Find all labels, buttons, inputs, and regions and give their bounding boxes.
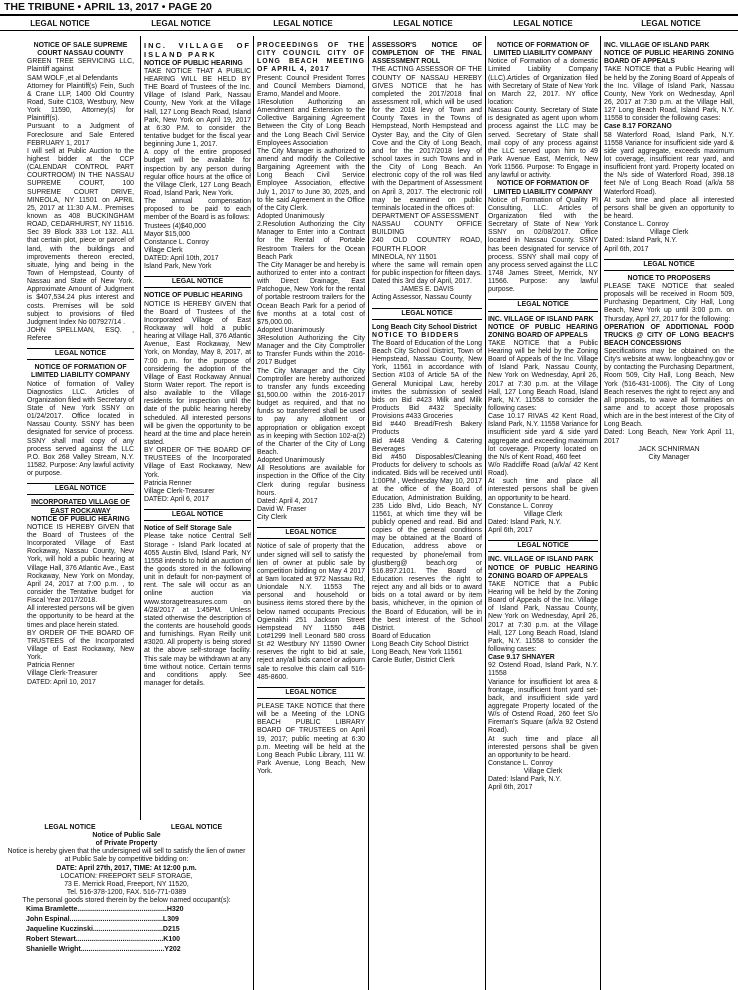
notice-signature: Village Clerk-Treasurer [144,487,215,495]
notice-subtitle: NOTICE OF PUBLIC HEARING ZONING BOARD OF APPEALS [604,50,734,66]
notice-case: Case 8.17 FORZANO [604,123,672,131]
legal-notice-label: LEGAL NOTICE [144,509,251,521]
occupant-row: Jaqueline Kuczinski....................................D215 [26,926,180,934]
notice-subtitle: OPERATION OF ADDITIONAL FOOD TRUCKS @ CITY OF LONG BEACH'S BEACH CONCESSIONS [604,323,734,347]
notice-text: 58 Waterford Road, Island Park, N.Y. 11558 Variance for insufficient side yard & side yard aggregate, exceeds maximum lot coverage, insufficient rear yard, and insufficient front yard. Property located on the N/s side of Waterford Road, 398.18 feet N/e of Long Beach Road (a/k/a 58 Waterford Road). [604,131,734,196]
public-sale-date: DATE: April 27th, 2017, TIME: At 12:00 p.m. [56,864,197,872]
notice-signature: Constance L. Conroy [604,221,669,229]
notice-subtitle: NOTICE TO BIDDERS [372,331,460,339]
notice-signature: City Manager [648,453,690,461]
legal-notice-label: LEGAL NOTICE [27,348,134,360]
notice-text: TAKE NOTICE that a Public Hearing will be held by the Zoning Board of Appeals of the Inc. Village of Island Park, Nassau County, New York on Wednesday, April 26, 2017 at 7:30 p.m. at the Village Hall, 127 Long Beach Road, Island Park, N.Y. 11558 to consider the following cases: [488,580,598,653]
notice-text: Attorney for Plaintiff(s) Fein, Such & Crane LLP, 1400 Old Country Road, Suite C103, Westbury, New York 11590, Attorney(s) for Plaintiff(s). [27,82,134,123]
legal-notice-label: LEGAL NOTICE [170,824,223,831]
header-label: LEGAL NOTICE [513,19,573,28]
public-sale-block [0,824,253,990]
notice-subtitle: NOTICE OF PUBLIC HEARING [144,59,243,67]
notice-text: Pursuant to a Judgment of Foreclosure and Sale Entered FEBRUARY 1, 2017 [27,123,134,147]
column-3 [257,42,365,990]
notice-text: The City Manager be and hereby is authorized to enter into a contract with Direct Drainage, East Patchogue, New York for the rental of portable restroom trailers for the Ocean Beach Park for a period of five months at a total cost of $75,000.00. [257,261,365,326]
legal-notice-label: LEGAL NOTICE [44,824,96,831]
notice-text: A copy of the entire proposed budget will be available for inspection by any person during regular office hours at the office of the Village Clerk, 127 Long Beach Road, Island Park, New York. [144,149,251,197]
public-sale-title: of Private Property [95,840,158,848]
notice-date: April 6th, 2017 [604,245,649,253]
legal-notice-label: LEGAL NOTICE [257,527,365,539]
notice-signature: Village Clerk [523,510,563,518]
notice-signature: Acting Assessor, Nassau County [372,294,472,302]
notice-date: Dated: April 4, 2017 [257,497,318,505]
notice-text: At such time and place all interested persons shall be given an opportunity to be heard. [488,478,598,502]
column-rule [368,36,369,990]
notice-signature: JACK SCHNIRMAN [638,445,700,453]
notice-text: NOTICE IS HEREBY GIVEN that the Board of Trustees of the Incorporated Village of East Rockaway, Nassau County, New York, will hold a public hearing at Village Hall, 376 Atlantic Ave., East Rockaway, New York on Monday, April 24, 2017 at 7:00 p.m. , to consider the Tentative budget for Fiscal Year 2017/2018. [27,523,134,605]
notice-text: Bid #448 Vending & Catering Beverages [372,437,482,453]
notice-subtitle: NOTICE OF PUBLIC HEARING ZONING BOARD OF APPEALS [488,323,598,339]
notice-text: 3Resolution Authorizing the City Manager and the City Comptroller to Transfer Funds within the 2016-2017 Budget [257,335,365,367]
notice-signature: David W. Fraser [257,506,307,514]
notice-text: Adopted Unanimously [257,326,325,334]
notice-text: 240 OLD COUNTRY ROAD, FOURTH FLOOR [372,237,482,253]
notice-signature: Village Clerk [523,768,563,776]
notice-text: Specifications may be obtained on the City's website at www. longbeachny.gov or by contacting the Purchasing Department, Room 509, City Hall, Long Beach, New York (516-431-1006). The City of Long Beach reserves the right to reject any and all proposals, to waive all formalities on same and to accept those proposals which are in the best interest of the City of Long Beach. [604,348,734,429]
notice-text: BY ORDER OF THE BOARD OF TRUSTEES of the Incorporated Village of East Rockaway, New York. [144,447,251,479]
notice-signature: Village Clerk [144,246,183,254]
notice-text: Bid #440 Bread/Fresh Bakery Products [372,421,482,437]
notice-signature: Board of Education [372,632,431,640]
notice-title: NOTICE TO PROPOSERS [627,274,711,282]
public-sale-labels [0,824,253,836]
public-sale-intro: Notice is hereby given that the undersigned will sell to satisfy the lien of owner at Public Sale by competitive bidding on: [7,848,246,864]
notice-text: PLEASE TAKE NOTICE that sealed proposals will be received in Room 509, Purchasing Department, City Hall, Long Beach, New York up until 3:00 p.m. on Thursday, April 27, 2017 for the following: [604,282,734,323]
notice-title: NOTICE OF FORMATION OF LIMITED LIABILITY COMPANY [493,180,593,196]
column-5 [488,42,598,990]
notice-date: DATED: April 6, 2017 [144,496,209,503]
header-label: LEGAL NOTICE [393,19,453,28]
notice-date: Dated: Island Park, N.Y. [488,776,562,784]
notice-title: INC. VILLAGE OF ISLAND PARK [144,42,251,59]
notice-signature: JAMES E. DAVIS [400,286,454,294]
notice-text: Adopted Unanimously [257,457,325,465]
notice-title: INC. VILLAGE OF ISLAND PARK [488,556,594,564]
legal-notice-label: LEGAL NOTICE [144,276,251,288]
notice-title: INC. VILLAGE OF ISLAND PARK [488,315,594,323]
notice-text: Adopted Unanimously [257,212,325,220]
public-sale-phone: Tel. 516-378-1200, FAX. 516-771-0389 [66,888,187,896]
notice-date: Dated this 3rd day of April, 2017. [372,278,472,286]
notice-text: Bid #450 Disposables/Cleaning Products for delivery to schools as indicated. Bids will be received until 1:00PM , Wednesday May 10, 2017 at the office of the Board of Education, Administration Building, 235 Lido Blvd, Lido Beach, NY 11561, at which time they will be publicly opened and read. Bid and copies of the general conditions may be obtained at the Board of Education, address above or requested by phone/email from glustberg@ beach.org or 516.897.2101. The Board of Education reserves the right to reject any and all bids or to award bids on a total award or by item basis, whichever, in the opinion of the Board of Education, will be in the best interest of the School District. [372,453,482,632]
notice-date: April 6th, 2017 [488,784,533,792]
occupant-row: Robert Stewart.............................................K100 [26,936,181,944]
notice-date: DATED: April 10th, 2017 [144,255,219,263]
occupant-list [0,905,253,955]
notice-signature: JOHN SPELLMAN, ESQ. , Referee [27,326,134,343]
notice-signature: Constance L. Conroy [488,759,553,767]
notice-text: where the same will remain open for public inspection for fifteen days. [372,261,482,277]
notice-title: NOTICE OF PUBLIC HEARING [144,292,243,300]
notice-text: Nassau County. Secretary of State is designated as agent upon whom process against the LLC may be served. Secretary of State shall mail copy of any process against the LLC served upon him to 49 Park Avenue East, Merrick, New York 11566. Purpose: To Engage in any lawful or activity. [488,107,598,180]
header-label: LEGAL NOTICE [30,19,90,28]
notice-text: Case 10.17 RIVAS 42 Kent Road, Island Park, N.Y. 11558 Variance for insufficient side yard & side yard aggregate and exceeding maximum lot coverage. Property located on the N/s of Kent Road, 460 feet [488,413,598,461]
notice-text: Mayor $15,000 [144,230,190,238]
notice-case: Case 9.17 SHNAYER [488,654,555,662]
notice-text: Notice of sale of property that the under signed will sell to satisfy the lien of owner at public sale by competition bidding on May 4 2017 at 9am located at 972 Nassau Rd, Uniondale N.Y. 11553 The personal and household or business items stored there by the below named occupants Precious Ogienakhi 251 Jackson Street Hempstead NY 11550 #4B Lot#1299 Inell Leonard 580 cross St #2 Westbury NY 11590 Owner reserves the right to bid at sale, reject any/all bids cancel or adjourn sale to resolve this claim call 516-485-8600. [257,543,365,681]
legal-notice-label: LEGAL NOTICE [604,259,734,271]
notice-text: All interested persons will be given the opportunity to be heard at the times and place herein stated. [27,605,134,629]
notice-signature: Patricia Renner [27,662,75,670]
column-4 [372,42,482,990]
notice-text: PLEASE TAKE NOTICE that there will be a Meeting of the LONG BEACH PUBLIC LIBRARY BOARD OF TRUSTEES on April 19, 2017; public meeting at 6:30 p.m. Meeting will be held at the Long Beach Public Library, 111 W. Park Avenue, Long Beach, New York. [257,702,365,776]
notice-text: 1Resolution Authorizing an Amendment and Extension to the Collective Bargaining Agreement Between the City of Long Beach and the Long Beach Civil Service Employees Association [257,98,365,147]
header-label: LEGAL NOTICE [273,19,333,28]
notice-text: TAKE NOTICE that a Public Hearing will be held by the Zoning Board of Appeals of the Inc. Village of Island Park, Nassau County, New York on Wednesday, April 26, 2017 at 7:30 p.m. at the Village Hall, 127 Long Beach Road, Island Park, N.Y. 11558 to consider the following cases: [488,339,598,413]
notice-signature: Carole Butler, District Clerk [372,657,455,665]
notice-text: TAKE NOTICE THAT A PUBLIC HEARING WILL BE HELD BY THE Board of Trustees of the Inc. Village of Island Park, Nassau County, New York at the Village Hall, 127 Long Beach Road, Island Park, New York on April 19, 2017 at 6:30 P.M. to consider the tentative budget for the fiscal year beginning June 1, 2017. [144,67,251,149]
notice-title: ASSESSOR'S NOTICE OF COMPLETION OF THE FINAL ASSESSMENT ROLL [372,42,482,66]
legal-notice-label: LEGAL NOTICE [488,299,598,311]
notice-title: Notice of Self Storage Sale [144,525,232,533]
notice-text: At such time and place all interested persons shall be given an opportunity to be heard. [488,735,598,759]
column-rule [253,36,254,990]
notice-text: GREEN TREE SERVICING LLC, Plaintiff against [27,58,134,74]
notice-text: W/o Radcliffe Road (a/k/a/ 42 Kent Road). [488,462,598,478]
notice-text: The City Manager is authorized to amend and modify the Collective Bargaining Agreement with the Long Beach Civil Service Employee Association, effective July 1, 2017 to June 30, 2025, and to file said Agreement in the Office of the City Clerk. [257,147,365,212]
notice-text: MINEOLA, NY 11501 [372,253,437,261]
notice-text: At such time and place all interested persons shall be given an opportunity to be heard. [604,196,734,220]
notice-signature: City Clerk [257,514,287,522]
notice-signature: Long Beach, New York 11561 [372,649,463,657]
notice-title: NOTICE OF FORMATION OF LIMITED LIABILITY COMPANY [493,42,593,58]
notice-text: Trustees (4)$40,000 [144,222,206,230]
notice-text: 92 Ostend Road, Island Park, N.Y. 11558 [488,662,598,678]
notice-text: 2.Resolution Authorizing the City Manager to Enter into a Contract for the Rental of Portable Restroom Trailers for the Ocean Beach Park [257,221,365,261]
notice-subtitle: NOTICE OF PUBLIC HEARING ZONING BOARD OF APPEALS [488,564,598,580]
column-rule [600,36,601,990]
notice-signature: Constance L. Conroy [488,502,553,510]
notice-subtitle: NOTICE OF PUBLIC HEARING [31,515,130,523]
notice-text: THE ACTING ASSESSOR OF THE COUNTY OF NASSAU HEREBY GIVES NOTICE that he has completed the 2017/2018 final assessment roll, which will be used for the 2018 levy of Town and County Taxes in the Towns of Hempstead, North Hempstead and Oyster Bay, and the City of Glen Cove and the City of Long Beach, and for the 2017/2018 levy of school taxes in such Towns and in the City of Long Beach. An electronic copy of the roll was filed with the Department of Assessment on April 3, 2017. The electronic roll may be examined on public terminals located in the offices of: [372,66,482,212]
occupant-row: Shanielle Wright...........................................Y202 [26,946,181,954]
notice-date: Dated: Island Park, N.Y. [488,519,562,527]
notice-text: TAKE NOTICE that a Public Hearing will be held by the Zoning Board of Appeals of the Inc. Village of Island Park, Nassau County, New York on Wednesday, April 26, 2017 at 7:30 p.m. at the Village Hall, 127 Long Beach Road, Island Park, N.Y. 11558 to consider the following cases: [604,66,734,123]
column-6 [604,42,734,990]
notice-text: All Resolutions are available for inspection in the Office of the City Clerk during regular business hours. [257,465,365,497]
notice-title: INCORPORATED VILLAGE OF EAST ROCKAWAY [31,499,130,515]
notice-text: The Board of Education of the Long Beach City School District, Town of Hempstead, Nassau County, New York, 11561 in accordance with Section #103 of Article 5A of the General Municipal Law, hereby invites the submission of sealed bids on Bid #423 Milk and Milk Products Bid #432 Specialty Provisions #433 Groceries [372,339,482,421]
public-sale-title: Notice of Public Sale [92,832,161,839]
notice-text: Notice of Formation of a domestic Limited Liability Company (LLC).Articles of Organization filed with Secretary of State of New York on March 22, 2017. NY office location: [488,58,598,106]
notice-text: Variance for insufficient lot area & frontage, insufficient front yard set-back, and insufficient side yard aggregate Property located of the W/s of Ostend Road, 260 feet S/o Fireman's Square (a/k/a 92 Ostend Road). [488,678,598,735]
notice-signature: Constance L. Conroy [144,238,209,246]
masthead: THE TRIBUNE • APRIL 13, 2017 • PAGE 20 [4,1,212,13]
notice-text: Please take notice Central Self Storage - Island Park located at 4055 Austin Blvd, Island Park, NY 11558 intends to hold an auction of the goods stored in the following unit in default for non-payment of rent. The sale will occur as an online auction via www.storagetreasures.com on 4/28/2017 at 1:45PM. Unless stated otherwise the description of the contents are household goods and furnishings. Ryan Reilly unit #3020. All property is being stored at the above self-storage facility. This sale may be withdrawn at any time without notice. Certain terms and conditions apply. See manager for details. [144,533,251,687]
notice-title: PROCEEDINGS OF THE CITY COUNCIL CITY OF LONG BEACH MEETING OF APRIL 4, 2017 [257,42,365,74]
column-2 [144,42,251,792]
notice-date: DATED: April 10, 2017 [27,678,96,686]
legal-notice-label: LEGAL NOTICE [372,308,482,320]
notice-text: Notice of formation of Valley Diagnostics LLC. Articles of Organization filed with Secretary of State of New York SSNY on 01/24/2017. Office located in Nassau County. SSNY has been designated for service of process. SSNY shall mail copy of any process served against the LLC P.O. Box 268 Valley Stream, N.Y. 11582. Purpose: Any lawful activity or purpose. [27,380,134,478]
notice-signature: Village Clerk [649,229,689,237]
notice-text: DEPARTMENT OF ASSESSMENT [372,212,479,220]
notice-date: April 6th, 2017 [488,527,533,535]
public-sale-goods: The personal goods stored therein by the below named occupant(s): [22,897,231,905]
column-1 [27,42,134,792]
notice-text: BY ORDER OF THE BOARD OF TRUSTEES of the Incorporated Village of East Rockaway, New York. [27,629,134,662]
occupant-row: Kima Bramlette..............................................H320 [26,906,184,914]
notice-text: NASSAU COUNTY OFFICE BUILDING [372,221,482,237]
notice-title: NOTICE OF FORMATION OF LIMITED LIABILITY COMPANY [31,364,130,380]
notice-date: Dated: Island Park, N.Y. [604,237,678,245]
column-rule [140,36,141,820]
header-row [0,14,738,31]
legal-notice-label: LEGAL NOTICE [488,540,598,552]
notice-text: I will sell at Public Auction to the highest bidder at the CCP (CALENDAR CONTROL PART COURTROOM) IN THE NASSAU SUPREME COURT, 100 SUPREME COURT DRIVE, MINEOLA, NY 11501 on APRIL 25, 2017 at 11:30 A.M.. Premises known as 408 BUCKINGHAM ROAD, CEDARHURST, NY 11516. Sec 39 Block 333 Lot 132. ALL that certain plot, piece or parcel of land, with the buildings and improvements thereon erected, situate, lying and being in the Town of Hempstead, County of Nassau and State of New York. Approximate Amount of Judgment is $407,534.24 plus interest and costs. Premises will be sold subject to provisions of filed Judgment Index No 007927/14 . [27,147,134,326]
occupant-row: John Espinal................................................L309 [26,916,179,924]
legal-notice-label: LEGAL NOTICE [257,687,365,699]
notice-signature: Patricia Renner [144,479,192,487]
notice-text: The City Manager and the City Comptroller are hereby authorized to transfer any funds exceeding $1,500.00 within the 2016-2017 budget as required, and that no funds so transferred shall be used to pay any allotment or appropriation or obligation except as in keeping with Section 102-a(2) of the Charter of the City of Long Beach. [257,367,365,457]
notice-text: SAM WOLF ,et al Defendants [27,74,118,82]
notice-date: Island Park, New York [144,263,212,271]
notice-text: NOTICE IS HEREBY GIVEN that the Board of Trustees of the Incorporated Village of East Rockaway will hold a public hearing at Village Hall, 376 Atlantic Avenue, East Rockaway, New York, on Monday, May 8, 2017, at 7:00 p.m. for the purpose of considering the adoption of the Village of East Rockaway Annual Storm Water report. The report is also available to the Village residents for inspection until the date of the public hearing hereby scheduled. All interested persons will be given the opportunity to be heard at the time and place herein stated. [144,300,251,447]
notice-signature: Village Clerk-Treasurer [27,670,98,678]
header-label: LEGAL NOTICE [151,19,211,28]
legal-notice-label: LEGAL NOTICE [27,483,134,495]
column-rule [485,36,486,990]
notice-title: NOTICE OF SALE SUPREME COURT NASSAU COUNTY [33,42,128,58]
notice-text: The annual compensation proposed to be paid to each member of the Board is as follows: [144,198,251,222]
notice-signature: Long Beach City School District [372,641,469,649]
notice-date: Dated: Long Beach, New York April 11, 2017 [604,429,734,445]
public-sale-location: LOCATION: FREEPORT SELF STORAGE, [60,872,193,880]
notice-text: Present: Council President Torres and Council Members Diamond, Eramo, Mandel and Moore. [257,74,365,98]
notice-title: Long Beach City School District [372,323,477,331]
public-sale-location: 73 E. Merrick Road, Freeport, NY 11520, [64,880,189,888]
notice-text: Notice of Formation of Quality PI Consulting, LLC. Articles of Organization filed with the Secretary of State of New York SSNY on 02/08/2017. Office located in Nassau County. SSNY has been designated for service of process. SSNY shall mail copy of any process served against the LLC 1748 James Street, Merrick, NY 11566. Purpose: any lawful purpose. [488,196,598,294]
header-label: LEGAL NOTICE [641,19,701,28]
notice-title: INC. VILLAGE OF ISLAND PARK [604,42,710,49]
